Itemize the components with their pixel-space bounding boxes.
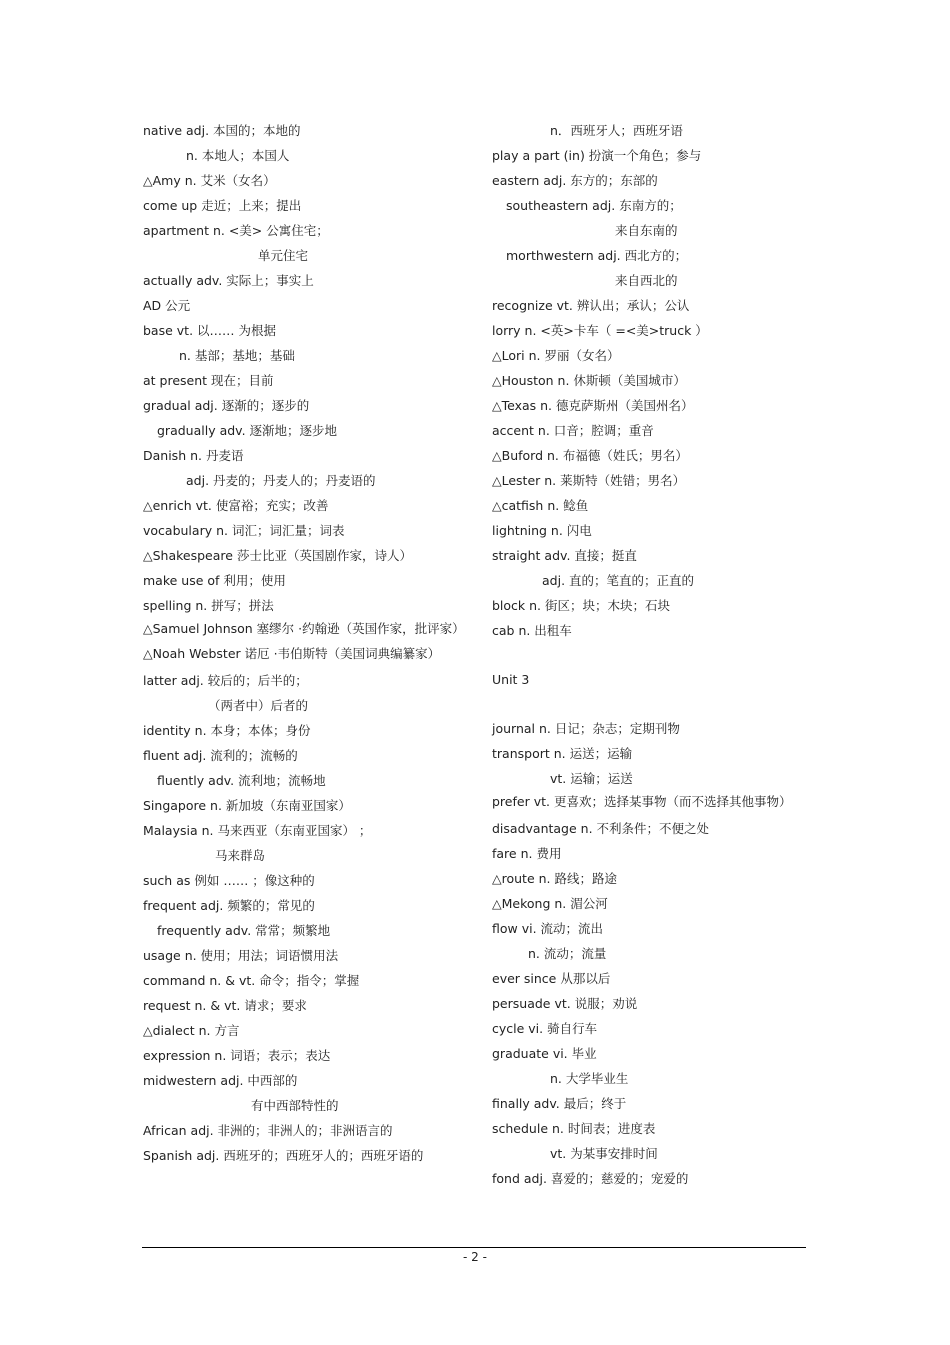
- unit-heading: Unit 3: [492, 672, 530, 687]
- vocab-entry: lorry n. <英>卡车（ =<美>truck ）: [492, 323, 708, 338]
- vocab-entry: schedule n. 时间表；进度表: [492, 1121, 656, 1136]
- vocab-entry: actually adv. 实际上；事实上: [143, 273, 314, 288]
- vocab-entry: fond adj. 喜爱的；慈爱的；宠爱的: [492, 1171, 689, 1186]
- vocab-entry: 单元住宅: [258, 248, 309, 263]
- vocab-entry: Singapore n. 新加坡（东南亚国家）: [143, 798, 351, 813]
- vocab-entry: frequently adv. 常常；频繁地: [157, 923, 331, 938]
- vocab-entry: make use of 利用；使用: [143, 573, 286, 588]
- vocab-entry: base vt. 以…… 为根据: [143, 323, 276, 338]
- vocab-entry: block n. 街区；块；木块；石块: [492, 598, 671, 613]
- vocab-entry: △route n. 路线；路途: [492, 871, 617, 886]
- vocab-entry: ever since 从那以后: [492, 971, 611, 986]
- vocab-entry: lightning n. 闪电: [492, 523, 592, 538]
- blank-line: [492, 692, 792, 716]
- vocab-entry: gradual adj. 逐渐的；逐步的: [143, 398, 310, 413]
- vocab-entry: △enrich vt. 使富裕；充实；改善: [143, 498, 329, 513]
- left-vocab-column: [143, 118, 465, 1168]
- vocab-entry: △Noah Webster 诺厄 ·韦伯斯特（美国词典编纂家）: [143, 646, 441, 661]
- vocab-entry: vocabulary n. 词汇；词汇量；词表: [143, 523, 345, 538]
- vocab-entry: △dialect n. 方言: [143, 1023, 240, 1038]
- vocab-entry: n. 大学毕业生: [550, 1071, 629, 1086]
- vocab-entry: accent n. 口音；腔调；重音: [492, 423, 654, 438]
- vocab-entry: apartment n. <美> 公寓住宅；: [143, 223, 329, 238]
- vocab-entry: southeastern adj. 东南方的；: [506, 198, 682, 213]
- vocab-entry: identity n. 本身；本体；身份: [143, 723, 311, 738]
- vocab-entry: command n. & vt. 命令；指令；掌握: [143, 973, 360, 988]
- vocab-entry: Spanish adj. 西班牙的；西班牙人的；西班牙语的: [143, 1148, 424, 1163]
- footer-rule: [142, 1247, 806, 1248]
- vocab-entry: 有中西部特性的: [251, 1098, 339, 1113]
- page-number: - 2 -: [463, 1250, 487, 1264]
- vocab-entry: usage n. 使用；用法；词语惯用法: [143, 948, 339, 963]
- vocab-entry: finally adv. 最后；终于: [492, 1096, 627, 1111]
- vocab-entry: fluent adj. 流利的；流畅的: [143, 748, 298, 763]
- vocab-entry: native adj. 本国的；本地的: [143, 123, 301, 138]
- vocab-entry: n．西班牙人；西班牙语: [550, 123, 683, 138]
- vocab-entry: cab n. 出租车: [492, 623, 572, 638]
- vocab-entry: n. 本地人；本国人: [186, 148, 290, 163]
- vocab-entry: expression n. 词语；表示；表达: [143, 1048, 331, 1063]
- vocab-entry: adj. 丹麦的；丹麦人的；丹麦语的: [186, 473, 376, 488]
- vocab-entry: △Lori n. 罗丽（女名）: [492, 348, 620, 363]
- vocab-entry: 来自东南的: [615, 223, 678, 238]
- vocab-entry: come up 走近；上来；提出: [143, 198, 302, 213]
- vocab-entry: graduate vi. 毕业: [492, 1046, 597, 1061]
- vocab-entry: eastern adj. 东方的；东部的: [492, 173, 658, 188]
- vocab-entry: 马来群岛: [215, 848, 266, 863]
- vocab-entry: frequent adj. 频繁的；常见的: [143, 898, 315, 913]
- vocab-entry: spelling n. 拼写；拼法: [143, 598, 274, 613]
- vocab-entry: request n. & vt. 请求；要求: [143, 998, 307, 1013]
- vocab-entry: play a part (in) 扮演一个角色；参与: [492, 148, 702, 163]
- vocab-entry: adj. 直的；笔直的；正直的: [542, 573, 695, 588]
- vocab-entry: fluently adv. 流利地；流畅地: [157, 773, 326, 788]
- vocab-entry: （两者中）后者的: [208, 698, 309, 713]
- vocab-entry: △Lester n. 莱斯特（姓错；男名）: [492, 473, 686, 488]
- vocab-entry: at present 现在；目前: [143, 373, 274, 388]
- vocab-entry: n. 流动；流量: [528, 946, 607, 961]
- blank-line: [492, 643, 792, 667]
- vocab-entry: △Shakespeare 莎士比亚（英国剧作家，诗人）: [143, 548, 412, 563]
- vocab-entry: persuade vt. 说服；劝说: [492, 996, 638, 1011]
- vocab-entry: △Amy n. 艾米（女名）: [143, 173, 276, 188]
- vocab-entry: Malaysia n. 马来西亚（东南亚国家） ；: [143, 823, 372, 838]
- vocab-entry: △Samuel Johnson 塞缪尔 ·约翰逊（英国作家，批评家）: [143, 621, 465, 636]
- vocab-entry: disadvantage n. 不利条件；不便之处: [492, 821, 710, 836]
- right-vocab-column: [492, 118, 792, 1191]
- vocab-entry: gradually adv. 逐渐地；逐步地: [157, 423, 338, 438]
- vocab-entry: △catfish n. 鲶鱼: [492, 498, 589, 513]
- vocab-entry: transport n. 运送；运输: [492, 746, 633, 761]
- vocab-entry: African adj. 非洲的；非洲人的；非洲语言的: [143, 1123, 393, 1138]
- vocab-entry: 来自西北的: [615, 273, 678, 288]
- vocab-entry: latter adj. 较后的；后半的；: [143, 673, 308, 688]
- vocab-entry: AD 公元: [143, 298, 191, 313]
- vocab-entry: △Mekong n. 湄公河: [492, 896, 608, 911]
- vocab-entry: vt. 为某事安排时间: [550, 1146, 658, 1161]
- vocab-entry: straight adv. 直接；挺直: [492, 548, 637, 563]
- vocab-entry: morthwestern adj. 西北方的；: [506, 248, 688, 263]
- vocab-entry: △Texas n. 德克萨斯州（美国州名）: [492, 398, 694, 413]
- vocab-entry: n. 基部；基地；基础: [179, 348, 295, 363]
- vocab-entry: midwestern adj. 中西部的: [143, 1073, 298, 1088]
- vocab-entry: prefer vt. 更喜欢；选择某事物（而不选择其他事物）: [492, 794, 792, 809]
- vocab-entry: flow vi. 流动；流出: [492, 921, 604, 936]
- vocab-entry: cycle vi. 骑自行车: [492, 1021, 598, 1036]
- vocab-entry: △Houston n. 休斯顿（美国城市）: [492, 373, 686, 388]
- vocab-entry: recognize vt. 辨认出；承认；公认: [492, 298, 690, 313]
- vocab-entry: △Buford n. 布福德（姓氏；男名）: [492, 448, 688, 463]
- vocab-entry: such as 例如 …… ；像这种的: [143, 873, 315, 888]
- vocab-entry: Danish n. 丹麦语: [143, 448, 244, 463]
- vocab-entry: journal n. 日记；杂志；定期刊物: [492, 721, 680, 736]
- vocab-entry: fare n. 费用: [492, 846, 562, 861]
- vocab-entry: vt. 运输；运送: [550, 771, 633, 786]
